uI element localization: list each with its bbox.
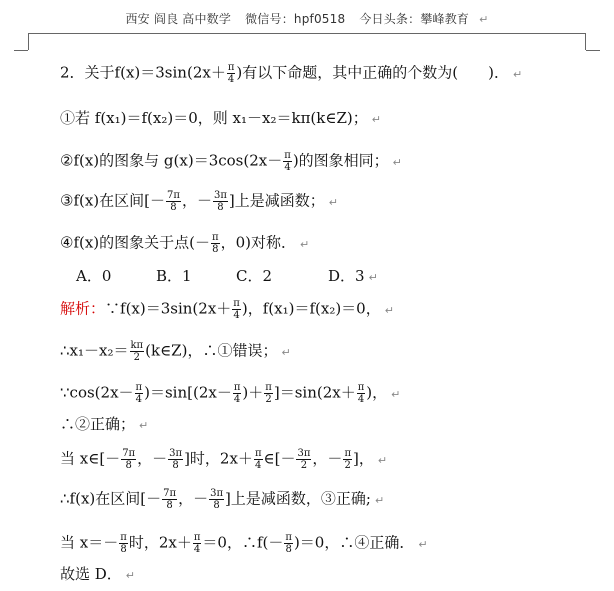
- math-text: ，－: [181, 191, 212, 210]
- fraction: [135, 382, 144, 405]
- statement-4: [60, 232, 309, 255]
- fraction: [121, 448, 136, 471]
- fraction: [254, 448, 263, 471]
- solution-line-2: [60, 340, 291, 363]
- fraction-numerator: π: [233, 298, 240, 309]
- paragraph-mark-icon: ↵: [371, 113, 381, 126]
- fraction-denominator: 8: [125, 460, 132, 471]
- fraction: [209, 488, 224, 511]
- fraction: [284, 532, 293, 555]
- answer-options: [76, 266, 378, 288]
- fraction-denominator: 2: [300, 460, 308, 471]
- fraction-numerator: π: [193, 532, 201, 543]
- fraction: [283, 150, 292, 173]
- header-item: 西安 阎良 高中数学: [125, 12, 232, 26]
- math-text: ]，: [353, 449, 374, 468]
- fraction-numerator: π: [227, 62, 235, 73]
- fraction: [357, 382, 366, 405]
- option-d: D．3: [328, 267, 365, 285]
- fraction-numerator: π: [357, 382, 365, 393]
- paragraph-mark-icon: ↵: [384, 303, 394, 317]
- paragraph-mark-icon: ↵: [281, 345, 291, 359]
- math-text: 当 x∈[－: [60, 449, 121, 468]
- header-item: 今日头条：攀峰教育: [359, 12, 470, 26]
- paragraph-mark-icon: ↵: [392, 155, 402, 169]
- math-text: ①若 f(x₁)＝f(x₂)＝0，则 x₁－x₂＝kπ(k∈Z)；: [60, 109, 368, 127]
- solution-line-3: [60, 382, 400, 405]
- paragraph-mark-icon: ↵: [512, 67, 523, 81]
- math-text: ∵f(x)＝3sin(2x＋: [105, 299, 232, 318]
- fraction: [130, 340, 145, 363]
- fraction-numerator: 3π: [169, 448, 183, 459]
- math-text: ∴②正确；: [60, 415, 136, 433]
- fraction-denominator: 4: [284, 162, 291, 173]
- math-text: f(x)＝3sin(2x＋: [114, 63, 226, 82]
- paragraph-mark-icon: ↵: [125, 569, 136, 582]
- solution-line-1: [60, 298, 394, 321]
- paragraph-mark-icon: ↵: [479, 13, 489, 26]
- paragraph-mark-icon: ↵: [368, 271, 378, 284]
- math-text: ④f(x)的图象关于点(－: [60, 233, 211, 252]
- math-text: ]上是减函数，③正确;: [225, 489, 371, 508]
- fraction-denominator: 8: [217, 202, 224, 213]
- margin-tick-right: [586, 50, 600, 51]
- math-text: ]上是减函数；: [228, 191, 325, 210]
- fraction: [232, 298, 241, 321]
- option-a: A．0: [76, 267, 112, 285]
- fraction-denominator: 4: [255, 460, 262, 471]
- math-text: )＝0，∴④正确．: [293, 533, 415, 552]
- fraction-numerator: kπ: [130, 340, 144, 351]
- margin-corner-left: [28, 33, 29, 50]
- fraction: [193, 532, 202, 555]
- math-text: )＋: [242, 383, 264, 402]
- fraction: [227, 62, 236, 85]
- math-text: ]＝sin(2x＋: [273, 383, 356, 402]
- fraction: [264, 382, 273, 405]
- solution-label: 解析：: [60, 299, 106, 318]
- option-b: B．1: [156, 267, 192, 285]
- fraction-numerator: 3π: [213, 190, 227, 201]
- math-text: ∵cos(2x－: [60, 383, 134, 402]
- fraction-numerator: π: [120, 532, 127, 543]
- math-text: ∴x₁－x₂＝: [60, 341, 129, 360]
- fraction-denominator: 2: [265, 394, 272, 405]
- math-text: 当 x＝－: [60, 533, 119, 552]
- paragraph-mark-icon: ↵: [328, 195, 338, 209]
- math-text: )，: [366, 383, 388, 402]
- fraction: [233, 382, 242, 405]
- fraction-denominator: 2: [133, 352, 140, 363]
- problem-stem: [60, 62, 522, 85]
- fraction-denominator: 4: [233, 310, 240, 321]
- fraction-denominator: 8: [213, 500, 220, 511]
- paragraph-mark-icon: ↵: [139, 419, 149, 432]
- math-text: ]时，2x＋: [184, 449, 253, 468]
- fraction: [162, 488, 177, 511]
- solution-line-5: [60, 448, 387, 471]
- fraction-denominator: 8: [285, 544, 292, 555]
- math-text: 时，2x＋: [128, 533, 192, 552]
- fraction: [168, 448, 183, 471]
- math-text: ，－: [178, 489, 209, 508]
- fraction-numerator: 7π: [167, 190, 180, 201]
- math-text: ，－: [312, 449, 343, 468]
- fraction: [213, 190, 228, 213]
- header-item: 微信号：hpf0518: [245, 12, 346, 26]
- fraction-numerator: π: [212, 232, 219, 243]
- page-header: [0, 10, 614, 27]
- fraction-numerator: π: [265, 382, 272, 393]
- fraction: [166, 190, 181, 213]
- solution-line-8: [60, 564, 135, 586]
- fraction-numerator: 3π: [210, 488, 224, 499]
- fraction-denominator: 8: [170, 202, 177, 213]
- fraction: [211, 232, 220, 255]
- math-text: ③f(x)在区间[－: [60, 191, 166, 210]
- fraction-denominator: 4: [233, 394, 241, 405]
- fraction-numerator: π: [285, 532, 292, 543]
- solution-line-4: [60, 414, 148, 436]
- fraction-denominator: 4: [227, 74, 235, 85]
- fraction-denominator: 4: [193, 544, 201, 555]
- fraction-denominator: 2: [344, 460, 351, 471]
- math-text: ，－: [137, 449, 168, 468]
- statement-2: [60, 150, 402, 173]
- fraction-denominator: 8: [166, 500, 173, 511]
- fraction-numerator: 7π: [163, 488, 177, 499]
- math-text: 故选 D．: [60, 565, 122, 583]
- fraction-denominator: 8: [172, 460, 179, 471]
- math-text: )的图象相同；: [292, 151, 389, 170]
- solution-line-7: [60, 532, 428, 555]
- paragraph-mark-icon: ↵: [377, 453, 388, 467]
- header-rule: [28, 33, 586, 34]
- solution-line-6: [60, 488, 384, 511]
- fraction-numerator: 3π: [297, 448, 311, 459]
- fraction: [119, 532, 128, 555]
- fraction-numerator: π: [284, 150, 291, 161]
- math-text: )＝sin[(2x－: [144, 383, 232, 402]
- math-text: ，0)对称．: [220, 233, 296, 252]
- paragraph-mark-icon: ↵: [418, 537, 428, 551]
- math-text: ∈[－: [263, 449, 296, 468]
- fraction-denominator: 4: [357, 394, 365, 405]
- fraction-denominator: 8: [120, 544, 127, 555]
- margin-tick-left: [14, 50, 28, 51]
- paragraph-mark-icon: ↵: [374, 493, 385, 507]
- math-text: 2．关于: [60, 63, 115, 82]
- fraction-numerator: π: [135, 382, 143, 393]
- fraction-numerator: 7π: [122, 448, 136, 459]
- statement-1: [60, 108, 381, 130]
- math-text: (k∈Z)，∴①错误；: [145, 341, 278, 360]
- margin-corner-right: [585, 33, 586, 50]
- fraction-numerator: π: [233, 382, 241, 393]
- statement-3: [60, 190, 338, 213]
- fraction-denominator: 8: [212, 244, 219, 255]
- math-text: ∴f(x)在区间[－: [60, 489, 162, 508]
- fraction-denominator: 4: [135, 394, 142, 405]
- fraction: [343, 448, 352, 471]
- math-text: ②f(x)的图象与 g(x)＝3cos(2x－: [60, 151, 283, 170]
- paragraph-mark-icon: ↵: [300, 237, 310, 251]
- fraction-numerator: π: [254, 448, 262, 459]
- fraction: [296, 448, 311, 471]
- math-text: )，f(x₁)＝f(x₂)＝0，: [241, 299, 381, 318]
- option-c: C．2: [236, 267, 273, 285]
- math-text: ＝0，∴f(－: [202, 533, 284, 552]
- paragraph-mark-icon: ↵: [391, 387, 401, 401]
- math-text: )有以下命题，其中正确的个数为( )．: [236, 63, 509, 82]
- fraction-numerator: π: [344, 448, 352, 459]
